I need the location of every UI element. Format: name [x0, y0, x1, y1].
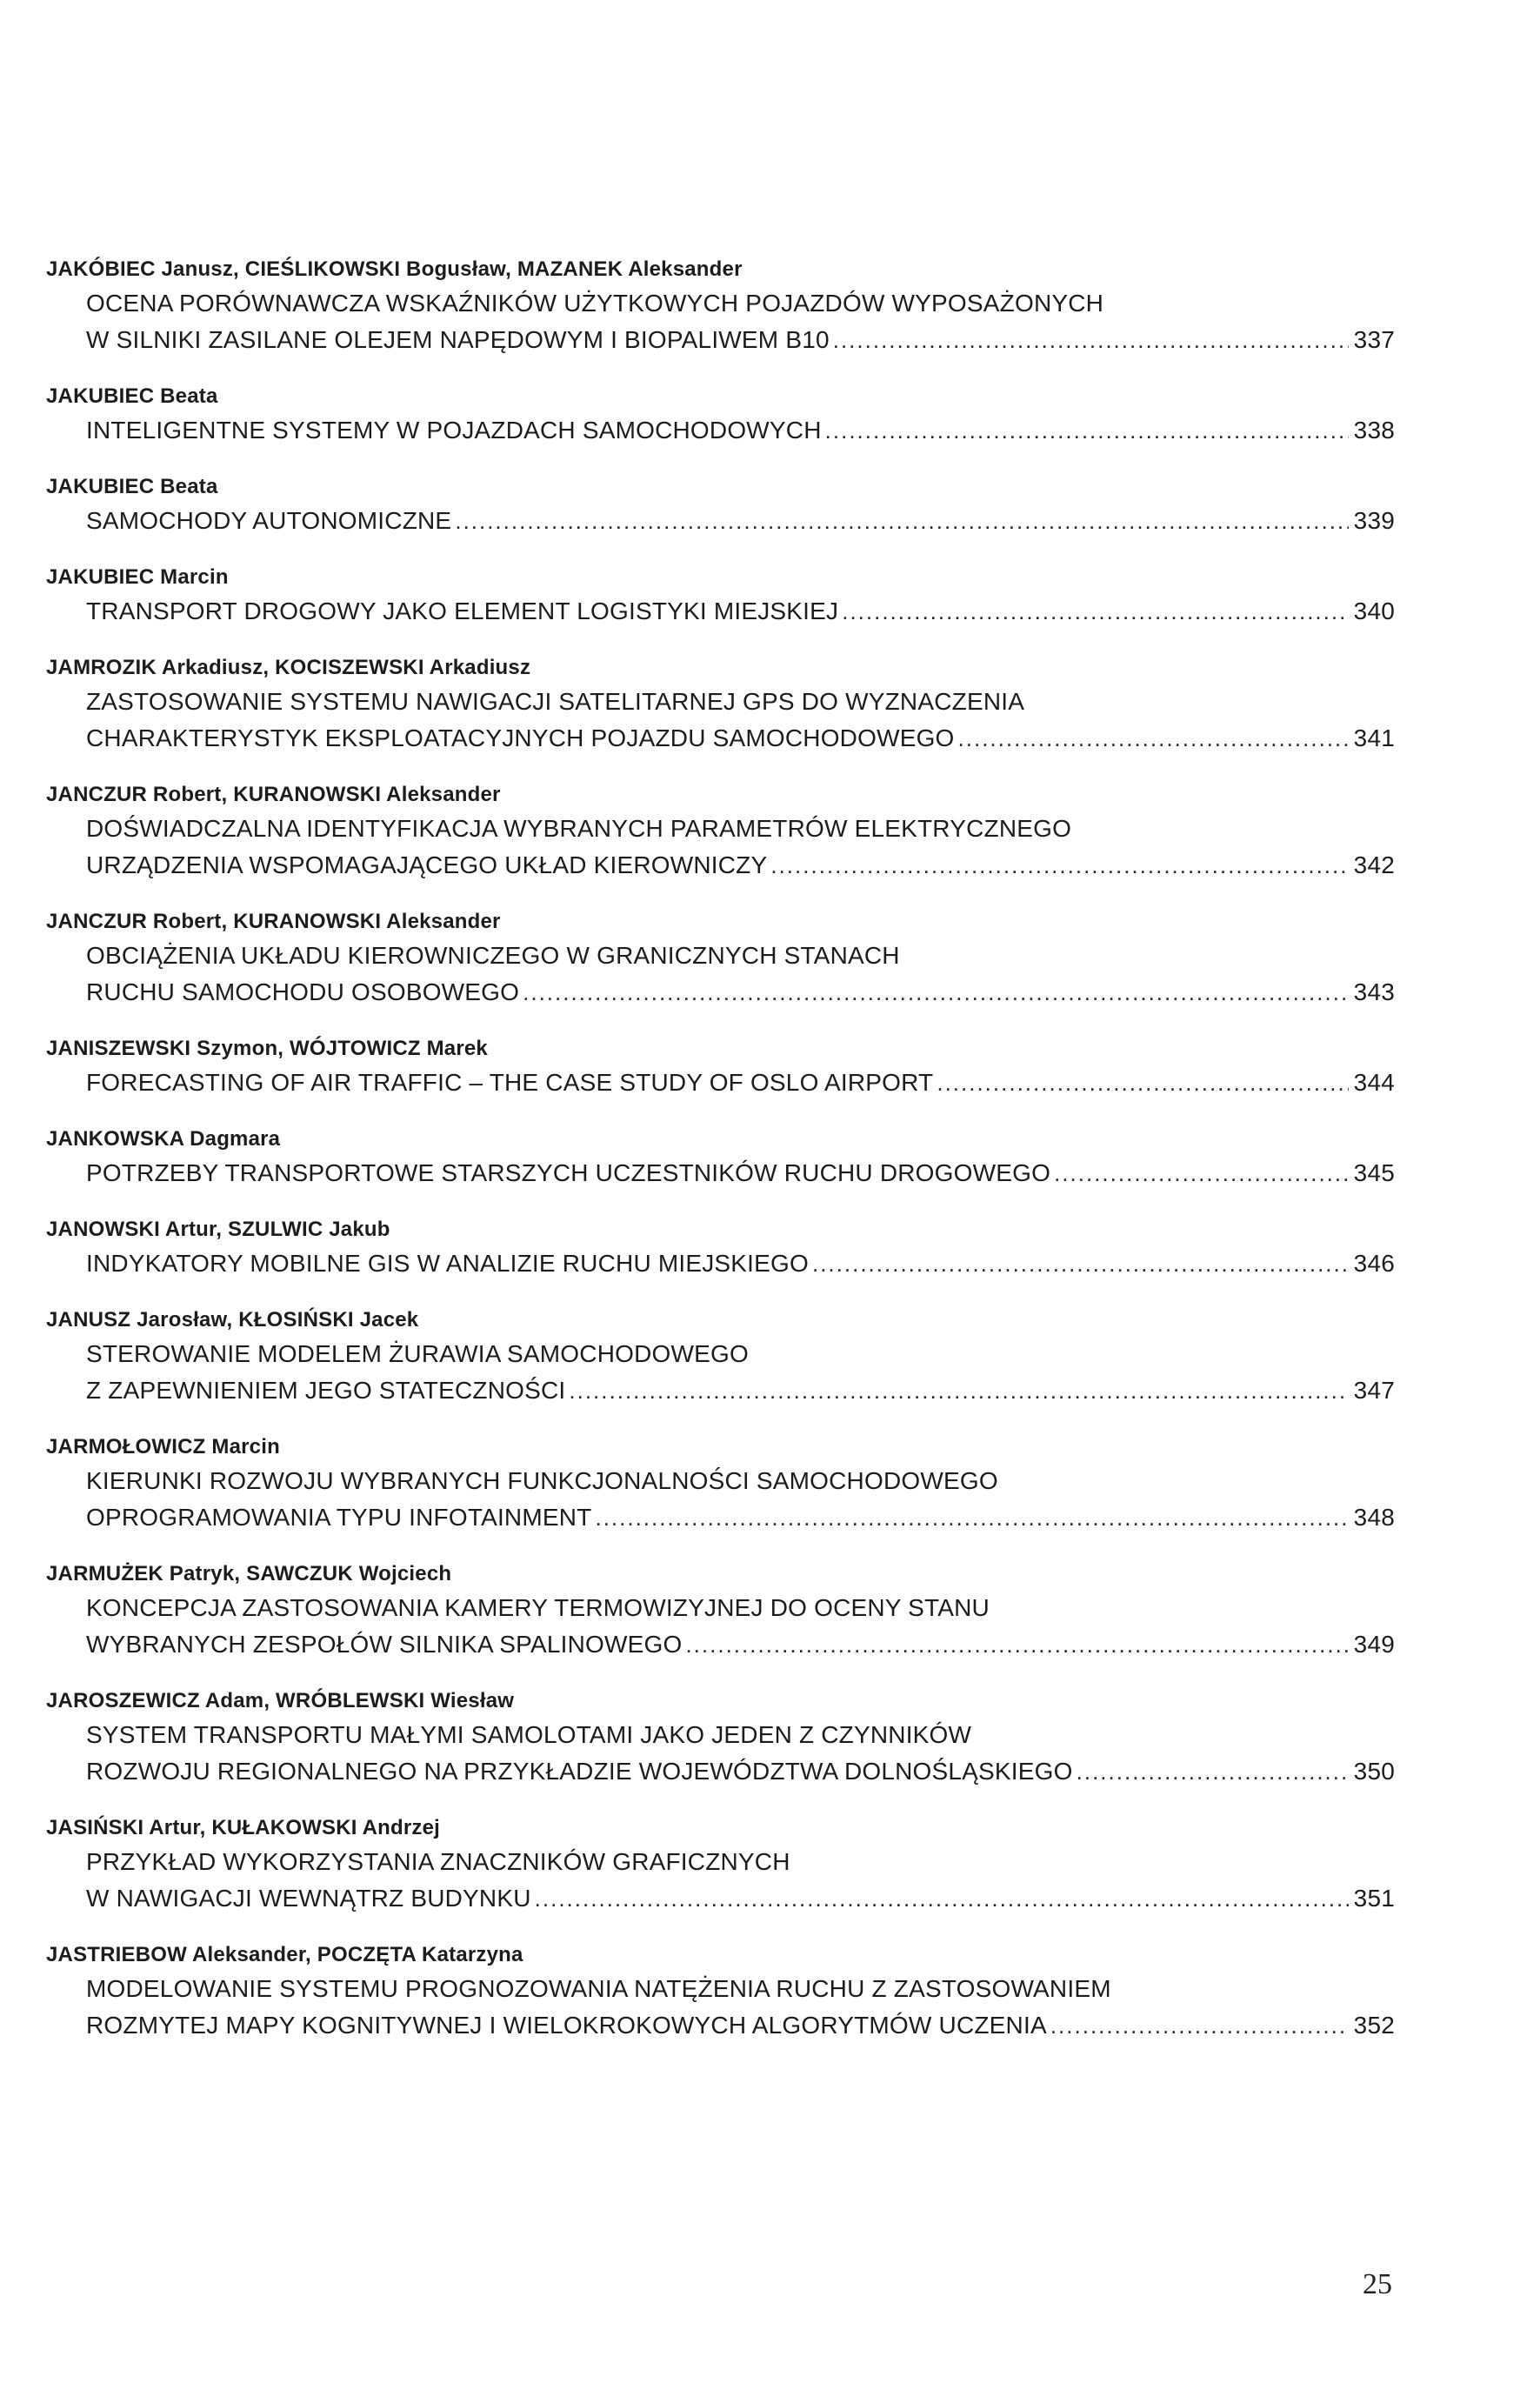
toc-entry: [46, 1685, 1395, 1790]
entry-title-line: [46, 1065, 1395, 1101]
dot-leader: [535, 1880, 1349, 1917]
entry-lines: [46, 1336, 1395, 1409]
entry-title-line: [46, 1717, 1395, 1753]
toc-entry: [46, 562, 1395, 630]
entry-title-text: CHARAKTERYSTYK EKSPLOATACYJNYCH POJAZDU SAMOCHODOWEGO: [86, 724, 955, 751]
entry-authors: JASIŃSKI Artur, KUŁAKOWSKI Andrzej: [46, 1816, 441, 1839]
entry-title-text: SYSTEM TRANSPORTU MAŁYMI SAMOLOTAMI JAKO JEDEN Z CZYNNIKÓW: [86, 1721, 972, 1748]
entry-lines: [46, 1065, 1395, 1101]
dot-leader: [825, 412, 1349, 449]
entry-title-line: [46, 322, 1395, 358]
entry-page-number: 352: [1353, 2012, 1395, 2039]
entry-title-text: ROZWOJU REGIONALNEGO NA PRZYKŁADZIE WOJEWÓDZTWA DOLNOŚLĄSKIEGO: [86, 1758, 1073, 1785]
entry-lines: [46, 938, 1395, 1011]
entry-title-text: W NAWIGACJI WEWNĄTRZ BUDYNKU: [86, 1885, 531, 1912]
toc-entry: [46, 1033, 1395, 1101]
toc-entry: [46, 254, 1395, 358]
dot-leader: [685, 1626, 1348, 1663]
entry-title-line: [46, 1499, 1395, 1536]
entry-authors: JAKUBIEC Marcin: [46, 565, 229, 589]
entry-title-line: [46, 1590, 1395, 1626]
entry-title-line: [46, 938, 1395, 974]
entry-page-number: 343: [1353, 978, 1395, 1005]
entry-title-line: [46, 285, 1395, 322]
entry-title-text: Z ZAPEWNIENIEM JEGO STATECZNOŚCI: [86, 1377, 566, 1404]
entry-title-line: [46, 412, 1395, 449]
dot-leader: [569, 1372, 1348, 1409]
toc-list: [46, 254, 1395, 2066]
toc-entry: [46, 1432, 1395, 1536]
entry-title-text: DOŚWIADCZALNA IDENTYFIKACJA WYBRANYCH PARAMETRÓW ELEKTRYCZNEGO: [86, 815, 1072, 842]
entry-authors: JAROSZEWICZ Adam, WRÓBLEWSKI Wiesław: [46, 1689, 515, 1712]
entry-authors: JANCZUR Robert, KURANOWSKI Aleksander: [46, 910, 501, 933]
toc-entry: [46, 1812, 1395, 1917]
entry-authors: JANISZEWSKI Szymon, WÓJTOWICZ Marek: [46, 1037, 488, 1060]
entry-title-text: OPROGRAMOWANIA TYPU INFOTAINMENT: [86, 1504, 592, 1531]
toc-entry: [46, 779, 1395, 884]
toc-entry: [46, 906, 1395, 1011]
dot-leader: [770, 847, 1348, 884]
entry-title-text: PRZYKŁAD WYKORZYSTANIA ZNACZNIKÓW GRAFICZNYCH: [86, 1848, 790, 1875]
footer-page-number: 25: [1363, 2268, 1392, 2300]
entry-title-line: [46, 593, 1395, 630]
entry-title-text: INDYKATORY MOBILNE GIS W ANALIZIE RUCHU MIEJSKIEGO: [86, 1250, 809, 1277]
dot-leader: [937, 1065, 1348, 1101]
entry-lines: [46, 1590, 1395, 1663]
entry-title-line: [46, 811, 1395, 847]
entry-lines: [46, 1971, 1395, 2044]
dot-leader: [833, 322, 1349, 358]
toc-entry: [46, 381, 1395, 449]
toc-entry: [46, 471, 1395, 539]
dot-leader: [595, 1499, 1348, 1536]
dot-leader: [1050, 2007, 1349, 2044]
dot-leader: [523, 974, 1349, 1011]
entry-title-line: [46, 1626, 1395, 1663]
entry-lines: [46, 1245, 1395, 1282]
entry-authors: JARMOŁOWICZ Marcin: [46, 1435, 280, 1458]
entry-title-text: POTRZEBY TRANSPORTOWE STARSZYCH UCZESTNIKÓW RUCHU DROGOWEGO: [86, 1159, 1051, 1186]
entry-title-text: MODELOWANIE SYSTEMU PROGNOZOWANIA NATĘŻENIA RUCHU Z ZASTOSOWANIEM: [86, 1975, 1111, 2002]
entry-page-number: 350: [1353, 1758, 1395, 1785]
toc-entry: [46, 1939, 1395, 2044]
entry-page-number: 348: [1353, 1504, 1395, 1531]
toc-entry: [46, 1305, 1395, 1409]
entry-title-line: [46, 503, 1395, 539]
entry-title-text: FORECASTING OF AIR TRAFFIC – THE CASE STUDY OF OSLO AIRPORT: [86, 1069, 934, 1096]
entry-lines: [46, 412, 1395, 449]
entry-page-number: 345: [1353, 1159, 1395, 1186]
entry-title-line: [46, 720, 1395, 757]
toc-entry: [46, 652, 1395, 757]
entry-title-text: OBCIĄŻENIA UKŁADU KIEROWNICZEGO W GRANICZNYCH STANACH: [86, 942, 900, 969]
entry-title-line: [46, 1753, 1395, 1790]
entry-title-line: [46, 1155, 1395, 1191]
entry-page-number: 337: [1353, 326, 1395, 353]
entry-title-text: SAMOCHODY AUTONOMICZNE: [86, 507, 452, 534]
dot-leader: [958, 720, 1349, 757]
entry-page-number: 338: [1353, 417, 1395, 444]
dot-leader: [1054, 1155, 1349, 1191]
entry-authors: JANOWSKI Artur, SZULWIC Jakub: [46, 1218, 390, 1241]
entry-title-line: [46, 1844, 1395, 1880]
entry-lines: [46, 1155, 1395, 1191]
entry-title-text: KIERUNKI ROZWOJU WYBRANYCH FUNKCJONALNOŚCI SAMOCHODOWEGO: [86, 1467, 998, 1494]
entry-page-number: 349: [1353, 1631, 1395, 1658]
entry-title-text: STEROWANIE MODELEM ŻURAWIA SAMOCHODOWEGO: [86, 1340, 749, 1367]
entry-page-number: 344: [1353, 1069, 1395, 1096]
entry-authors: JAKUBIEC Beata: [46, 384, 218, 408]
entry-page-number: 339: [1353, 507, 1395, 534]
entry-title-line: [46, 1880, 1395, 1917]
toc-entry: [46, 1214, 1395, 1282]
dot-leader: [812, 1245, 1349, 1282]
entry-title-line: [46, 1336, 1395, 1372]
entry-title-text: W SILNIKI ZASILANE OLEJEM NAPĘDOWYM I BIOPALIWEM B10: [86, 326, 830, 353]
entry-title-line: [46, 974, 1395, 1011]
entry-title-text: RUCHU SAMOCHODU OSOBOWEGO: [86, 978, 520, 1005]
entry-authors: JASTRIEBOW Aleksander, POCZĘTA Katarzyna: [46, 1943, 523, 1966]
entry-authors: JAKÓBIEC Janusz, CIEŚLIKOWSKI Bogusław, MAZANEK Aleksander: [46, 257, 743, 281]
entry-lines: [46, 503, 1395, 539]
entry-page-number: 351: [1353, 1885, 1395, 1912]
toc-entry: [46, 1559, 1395, 1663]
entry-title-text: KONCEPCJA ZASTOSOWANIA KAMERY TERMOWIZYJNEJ DO OCENY STANU: [86, 1594, 990, 1621]
entry-lines: [46, 1717, 1395, 1790]
entry-lines: [46, 1463, 1395, 1536]
entry-lines: [46, 811, 1395, 884]
entry-title-line: [46, 1463, 1395, 1499]
entry-title-text: ROZMYTEJ MAPY KOGNITYWNEJ I WIELOKROKOWYCH ALGORYTMÓW UCZENIA: [86, 2012, 1047, 2039]
entry-lines: [46, 593, 1395, 630]
dot-leader: [842, 593, 1348, 630]
entry-title-line: [46, 684, 1395, 720]
entry-page-number: 347: [1353, 1377, 1395, 1404]
entry-title-line: [46, 1245, 1395, 1282]
entry-title-line: [46, 2007, 1395, 2044]
entry-title-text: ZASTOSOWANIE SYSTEMU NAWIGACJI SATELITARNEJ GPS DO WYZNACZENIA: [86, 688, 1025, 715]
entry-title-text: URZĄDZENIA WSPOMAGAJĄCEGO UKŁAD KIEROWNICZY: [86, 851, 768, 878]
entry-authors: JANCZUR Robert, KURANOWSKI Aleksander: [46, 783, 501, 806]
entry-authors: JAMROZIK Arkadiusz, KOCISZEWSKI Arkadiusz: [46, 656, 531, 679]
entry-page-number: 346: [1353, 1250, 1395, 1277]
entry-lines: [46, 684, 1395, 757]
entry-title-line: [46, 847, 1395, 884]
entry-authors: JANKOWSKA Dagmara: [46, 1127, 281, 1151]
entry-lines: [46, 1844, 1395, 1917]
entry-lines: [46, 285, 1395, 358]
entry-page-number: 342: [1353, 851, 1395, 878]
entry-title-text: TRANSPORT DROGOWY JAKO ELEMENT LOGISTYKI MIEJSKIEJ: [86, 597, 839, 624]
entry-page-number: 340: [1353, 597, 1395, 624]
entry-title-text: OCENA PORÓWNAWCZA WSKAŹNIKÓW UŻYTKOWYCH POJAZDÓW WYPOSAŻONYCH: [86, 290, 1104, 317]
entry-authors: JANUSZ Jarosław, KŁOSIŃSKI Jacek: [46, 1308, 419, 1332]
entry-title-line: [46, 1372, 1395, 1409]
entry-title-line: [46, 1971, 1395, 2007]
toc-entry: [46, 1124, 1395, 1191]
entry-authors: JARMUŻEK Patryk, SAWCZUK Wojciech: [46, 1562, 452, 1585]
entry-title-text: WYBRANYCH ZESPOŁÓW SILNIKA SPALINOWEGO: [86, 1631, 683, 1658]
entry-authors: JAKUBIEC Beata: [46, 475, 218, 498]
dot-leader: [1077, 1753, 1349, 1790]
dot-leader: [455, 503, 1348, 539]
entry-page-number: 341: [1353, 724, 1395, 751]
entry-title-text: INTELIGENTNE SYSTEMY W POJAZDACH SAMOCHODOWYCH: [86, 417, 822, 444]
